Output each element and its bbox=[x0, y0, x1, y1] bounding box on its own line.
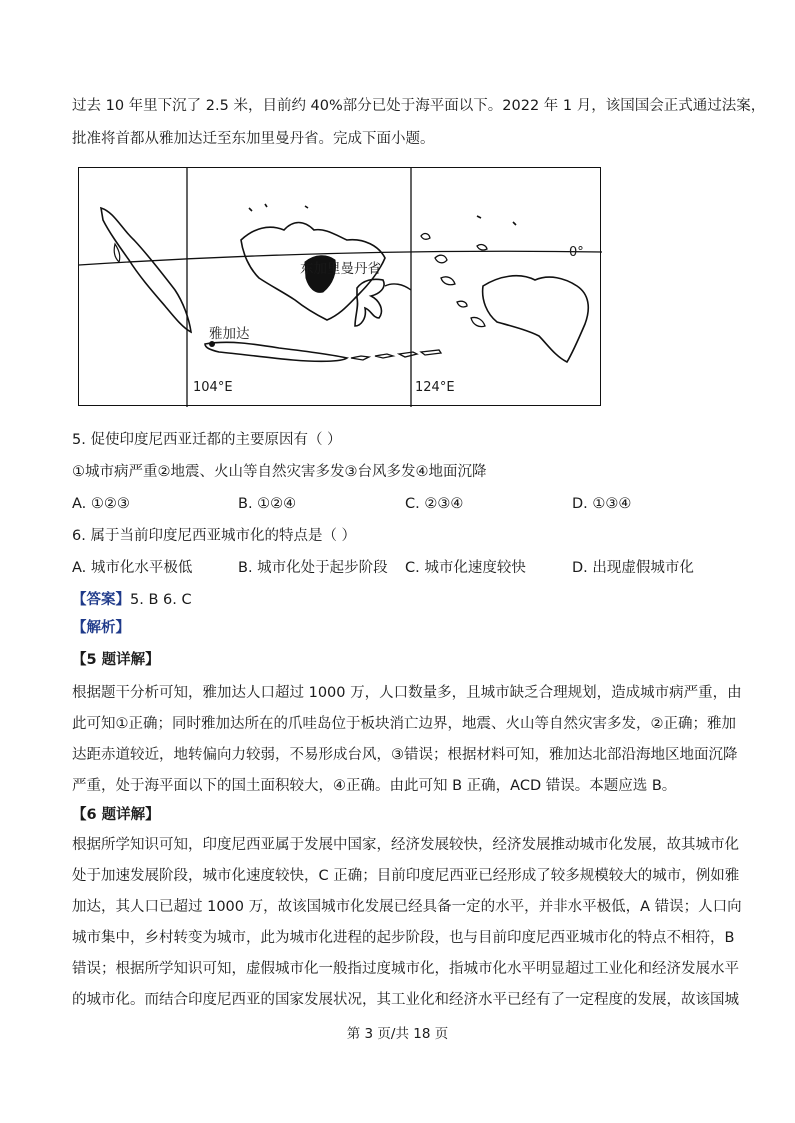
detail6-line: 城市集中，乡村转变为城市，此为城市化进程的起步阶段，也与目前印度尼西亚城市化的特点不相符，B bbox=[72, 930, 735, 946]
label-jakarta: 雅加达 bbox=[209, 326, 250, 342]
detail5-line: 严重，处于海平面以下的国土面积较大，④正确。由此可知 B 正确，ACD 错误。本题应选 B。 bbox=[72, 778, 677, 794]
label-104e: 104°E bbox=[193, 380, 233, 395]
answer-row bbox=[72, 590, 192, 610]
detail5-tag: 【5 题详解】 bbox=[72, 652, 160, 668]
q5-statements: ①城市病严重②地震、火山等自然灾害多发③台风多发④地面沉降 bbox=[72, 464, 487, 480]
q6-stem: 6. 属于当前印度尼西亚城市化的特点是（ ） bbox=[72, 528, 357, 544]
q5-option-d: D. ①③④ bbox=[572, 496, 632, 512]
detail5-line: 达距赤道较近，地转偏向力较弱，不易形成台风，③错误；根据材料可知，雅加达北部沿海地区地面沉降 bbox=[72, 747, 738, 763]
intro-line-1: 过去 10 年里下沉了 2.5 米，目前约 40%部分已处于海平面以下。2022 年 1 月，该国国会正式通过法案， bbox=[72, 98, 766, 114]
answer-text: 5. B 6. C bbox=[130, 592, 192, 608]
detail5-line: 此可知①正确；同时雅加达所在的爪哇岛位于板块消亡边界，地震、火山等自然灾害多发，②正确；雅加 bbox=[72, 716, 736, 732]
detail6-line: 的城市化。而结合印度尼西亚的国家发展状况，其工业化和经济水平已经有了一定程度的发展，故该国城 bbox=[72, 992, 739, 1008]
northern-islets bbox=[421, 234, 487, 250]
sulawesi-outline bbox=[355, 279, 384, 326]
detail5-line: 根据题干分析可知，雅加达人口超过 1000 万，人口数量多，且城市缺乏合理规划，造成城市病严重，由 bbox=[72, 685, 742, 701]
lesser-sunda-islands bbox=[351, 350, 441, 360]
q5-option-b: B. ①②④ bbox=[238, 496, 297, 512]
q6-option-c: C. 城市化速度较快 bbox=[405, 560, 526, 576]
label-124e: 124°E bbox=[415, 380, 455, 395]
map-drawing bbox=[79, 168, 602, 407]
q6-option-a: A. 城市化水平极低 bbox=[72, 560, 193, 576]
label-equator: 0° bbox=[569, 245, 584, 260]
detail6-line: 加达，其人口已超过 1000 万，故该国城市化发展已经具备一定的水平，并非水平极低，A 错误；人口向 bbox=[72, 899, 742, 915]
q6-option-b: B. 城市化处于起步阶段 bbox=[238, 560, 388, 576]
new-guinea-islet bbox=[471, 317, 485, 326]
maluku-islands bbox=[435, 255, 467, 307]
sulawesi-arm bbox=[385, 284, 411, 290]
sumatra-outline bbox=[101, 208, 191, 332]
scattered-islets bbox=[249, 204, 516, 225]
java-outline bbox=[205, 342, 347, 361]
indonesia-map bbox=[78, 167, 601, 406]
q6-option-d: D. 出现虚假城市化 bbox=[572, 560, 694, 576]
page-footer: 第 3 页/共 18 页 bbox=[346, 1026, 449, 1042]
q5-option-c: C. ②③④ bbox=[405, 496, 464, 512]
analysis-tag: 【解析】 bbox=[72, 620, 130, 636]
detail6-line: 处于加速发展阶段，城市化速度较快，C 正确；目前印度尼西亚已经形成了较多规模较大的城市，例如雅 bbox=[72, 868, 740, 884]
detail6-line: 根据所学知识可知，印度尼西亚属于发展中国家，经济发展较快，经济发展推动城市化发展，故其城市化 bbox=[72, 837, 739, 853]
label-east-kalimantan: 东加里曼丹省 bbox=[300, 261, 381, 277]
detail6-line: 错误；根据所学知识可知，虚假城市化一般指过度城市化，指城市化水平明显超过工业化和经济发展水平 bbox=[72, 961, 739, 977]
detail6-tag: 【6 题详解】 bbox=[72, 807, 160, 823]
intro-line-2: 批准将首都从雅加达迁至东加里曼丹省。完成下面小题。 bbox=[72, 131, 435, 147]
q5-stem: 5. 促使印度尼西亚迁都的主要原因有（ ） bbox=[72, 432, 342, 448]
q5-option-a: A. ①②③ bbox=[72, 496, 130, 512]
answer-tag: 【答案】 bbox=[72, 592, 130, 608]
new-guinea-outline bbox=[483, 276, 589, 362]
